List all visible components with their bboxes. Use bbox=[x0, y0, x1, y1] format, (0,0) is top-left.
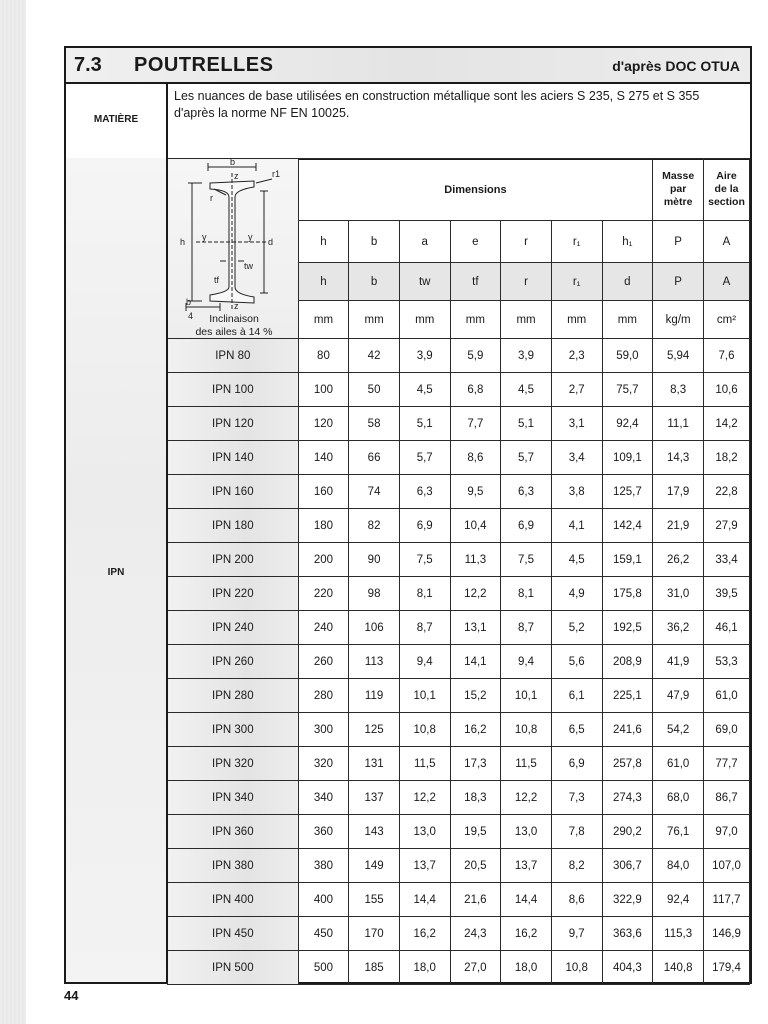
table-cell: 117,7 bbox=[704, 883, 750, 917]
dimensions-header: Dimensions bbox=[298, 159, 653, 221]
table-cell: 8,7 bbox=[501, 611, 552, 645]
table-cell: 53,3 bbox=[704, 645, 750, 679]
table-cell: 363,6 bbox=[602, 917, 653, 951]
table-cell: 10,4 bbox=[450, 509, 501, 543]
table-cell: 11,3 bbox=[450, 543, 501, 577]
table-cell: 170 bbox=[349, 917, 400, 951]
symbol-header-1: e bbox=[450, 221, 501, 263]
table-cell: 59,0 bbox=[602, 339, 653, 373]
table-cell: 240 bbox=[298, 611, 349, 645]
table-cell: 107,0 bbox=[704, 849, 750, 883]
table-cell: 13,0 bbox=[399, 815, 450, 849]
diagram-label-r: r bbox=[210, 193, 213, 203]
profile-name-cell: IPN 180 bbox=[168, 509, 299, 543]
table-cell: 8,3 bbox=[653, 373, 704, 407]
profile-name-cell: IPN 280 bbox=[168, 679, 299, 713]
table-row bbox=[168, 951, 750, 985]
table-cell: 5,6 bbox=[551, 645, 602, 679]
table-cell: 42 bbox=[349, 339, 400, 373]
label-column-separator bbox=[166, 158, 168, 982]
table-cell: 27,9 bbox=[704, 509, 750, 543]
table-cell: 16,2 bbox=[501, 917, 552, 951]
table-cell: 320 bbox=[298, 747, 349, 781]
table-cell: 9,4 bbox=[399, 645, 450, 679]
symbol-header-1: h bbox=[298, 221, 349, 263]
profile-name-cell: IPN 80 bbox=[168, 339, 299, 373]
table-cell: 179,4 bbox=[704, 951, 750, 985]
table-cell: 5,9 bbox=[450, 339, 501, 373]
table-row bbox=[168, 645, 750, 679]
profile-name-cell: IPN 340 bbox=[168, 781, 299, 815]
table-cell: 125,7 bbox=[602, 475, 653, 509]
diagram-caption-line2: des ailes à 14 % bbox=[195, 326, 273, 338]
table-row bbox=[168, 815, 750, 849]
profile-name-cell: IPN 450 bbox=[168, 917, 299, 951]
table-cell: 146,9 bbox=[704, 917, 750, 951]
symbol-header-1: b bbox=[349, 221, 400, 263]
table-cell: 13,0 bbox=[501, 815, 552, 849]
profile-name-cell: IPN 300 bbox=[168, 713, 299, 747]
table-cell: 9,5 bbox=[450, 475, 501, 509]
table-cell: 10,1 bbox=[399, 679, 450, 713]
matiere-description bbox=[174, 88, 744, 122]
symbol-header-2: h bbox=[298, 263, 349, 301]
table-row bbox=[168, 747, 750, 781]
table-cell: 290,2 bbox=[602, 815, 653, 849]
matiere-separator bbox=[166, 82, 168, 158]
table-row bbox=[168, 611, 750, 645]
table-cell: 260 bbox=[298, 645, 349, 679]
table-cell: 13,7 bbox=[501, 849, 552, 883]
table-cell: 47,9 bbox=[653, 679, 704, 713]
table-cell: 225,1 bbox=[602, 679, 653, 713]
table-row bbox=[168, 781, 750, 815]
table-cell: 12,2 bbox=[399, 781, 450, 815]
unit-header: mm bbox=[349, 301, 400, 339]
table-cell: 7,5 bbox=[501, 543, 552, 577]
aire-header bbox=[704, 159, 750, 221]
table-cell: 155 bbox=[349, 883, 400, 917]
table-cell: 12,2 bbox=[450, 577, 501, 611]
title-bar bbox=[66, 48, 750, 84]
table-cell: 50 bbox=[349, 373, 400, 407]
unit-header: mm bbox=[602, 301, 653, 339]
table-cell: 109,1 bbox=[602, 441, 653, 475]
table-cell: 2,3 bbox=[551, 339, 602, 373]
table-cell: 360 bbox=[298, 815, 349, 849]
unit-header: mm bbox=[551, 301, 602, 339]
table-cell: 143 bbox=[349, 815, 400, 849]
profile-name-cell: IPN 220 bbox=[168, 577, 299, 611]
table-cell: 9,7 bbox=[551, 917, 602, 951]
table-cell: 119 bbox=[349, 679, 400, 713]
table-cell: 6,3 bbox=[399, 475, 450, 509]
table-cell: 208,9 bbox=[602, 645, 653, 679]
table-cell: 120 bbox=[298, 407, 349, 441]
diagram-caption-line1: Inclinaison bbox=[209, 313, 259, 325]
profile-name-cell: IPN 320 bbox=[168, 747, 299, 781]
ipn-label: IPN bbox=[107, 567, 125, 578]
symbol-header-2: P bbox=[653, 263, 704, 301]
table-cell: 6,9 bbox=[551, 747, 602, 781]
table-cell: 6,1 bbox=[551, 679, 602, 713]
table-cell: 75,7 bbox=[602, 373, 653, 407]
table-cell: 6,3 bbox=[501, 475, 552, 509]
table-cell: 113 bbox=[349, 645, 400, 679]
unit-header: cm² bbox=[704, 301, 750, 339]
table-cell: 10,1 bbox=[501, 679, 552, 713]
symbol-header-2: d bbox=[602, 263, 653, 301]
table-cell: 7,8 bbox=[551, 815, 602, 849]
table-cell: 5,7 bbox=[501, 441, 552, 475]
ipn-dimensions-table bbox=[167, 158, 750, 985]
table-row bbox=[168, 509, 750, 543]
table-cell: 6,9 bbox=[399, 509, 450, 543]
table-cell: 8,7 bbox=[399, 611, 450, 645]
table-cell: 5,7 bbox=[399, 441, 450, 475]
table-cell: 10,8 bbox=[501, 713, 552, 747]
table-cell: 159,1 bbox=[602, 543, 653, 577]
table-cell: 3,8 bbox=[551, 475, 602, 509]
table-cell: 404,3 bbox=[602, 951, 653, 985]
table-cell: 19,5 bbox=[450, 815, 501, 849]
table-cell: 7,6 bbox=[704, 339, 750, 373]
diagram-label-four: 4 bbox=[188, 311, 194, 321]
header-row-titles bbox=[168, 159, 750, 221]
table-cell: 12,2 bbox=[501, 781, 552, 815]
masse-header-line3: mètre bbox=[663, 196, 693, 208]
symbol-header-1: a bbox=[399, 221, 450, 263]
table-cell: 76,1 bbox=[653, 815, 704, 849]
profile-name-cell: IPN 380 bbox=[168, 849, 299, 883]
table-cell: 306,7 bbox=[602, 849, 653, 883]
table-cell: 125 bbox=[349, 713, 400, 747]
table-cell: 2,7 bbox=[551, 373, 602, 407]
table-cell: 14,1 bbox=[450, 645, 501, 679]
table-cell: 54,2 bbox=[653, 713, 704, 747]
table-cell: 18,0 bbox=[399, 951, 450, 985]
table-cell: 14,4 bbox=[501, 883, 552, 917]
diagram-label-b-quarter: b bbox=[186, 297, 192, 307]
table-cell: 13,7 bbox=[399, 849, 450, 883]
table-cell: 3,9 bbox=[399, 339, 450, 373]
table-cell: 33,4 bbox=[704, 543, 750, 577]
diagram-label-y-left: y bbox=[202, 232, 207, 242]
table-cell: 92,4 bbox=[602, 407, 653, 441]
table-cell: 322,9 bbox=[602, 883, 653, 917]
table-cell: 4,5 bbox=[399, 373, 450, 407]
diagram-label-z-top: z bbox=[234, 171, 239, 181]
symbol-header-1: r bbox=[501, 221, 552, 263]
diagram-label-b: b bbox=[230, 159, 236, 167]
symbol-header-2: tf bbox=[450, 263, 501, 301]
table-cell: 4,9 bbox=[551, 577, 602, 611]
table-cell: 140,8 bbox=[653, 951, 704, 985]
table-cell: 9,4 bbox=[501, 645, 552, 679]
table-cell: 16,2 bbox=[399, 917, 450, 951]
table-cell: 340 bbox=[298, 781, 349, 815]
matiere-text-line2: d'après la norme NF EN 10025. bbox=[174, 106, 350, 120]
aire-header-line3: section bbox=[708, 196, 745, 208]
symbol-header-2: r bbox=[501, 263, 552, 301]
table-cell: 97,0 bbox=[704, 815, 750, 849]
table-cell: 185 bbox=[349, 951, 400, 985]
table-cell: 8,6 bbox=[551, 883, 602, 917]
table-cell: 7,7 bbox=[450, 407, 501, 441]
profile-name-cell: IPN 100 bbox=[168, 373, 299, 407]
table-cell: 3,4 bbox=[551, 441, 602, 475]
ipn-profile-diagram bbox=[168, 159, 299, 339]
table-cell: 115,3 bbox=[653, 917, 704, 951]
table-cell: 175,8 bbox=[602, 577, 653, 611]
table-cell: 69,0 bbox=[704, 713, 750, 747]
table-cell: 14,2 bbox=[704, 407, 750, 441]
aire-header-line1: Aire bbox=[716, 170, 737, 182]
matiere-label: MATIÈRE bbox=[93, 114, 139, 125]
diagram-caption bbox=[168, 313, 298, 339]
table-cell: 17,3 bbox=[450, 747, 501, 781]
table-cell: 106 bbox=[349, 611, 400, 645]
table-cell: 5,94 bbox=[653, 339, 704, 373]
table-cell: 140 bbox=[298, 441, 349, 475]
table-cell: 13,1 bbox=[450, 611, 501, 645]
table-row bbox=[168, 679, 750, 713]
table-cell: 5,2 bbox=[551, 611, 602, 645]
table-cell: 10,6 bbox=[704, 373, 750, 407]
table-row bbox=[168, 475, 750, 509]
table-cell: 380 bbox=[298, 849, 349, 883]
table-row bbox=[168, 441, 750, 475]
table-cell: 26,2 bbox=[653, 543, 704, 577]
table-cell: 77,7 bbox=[704, 747, 750, 781]
table-cell: 98 bbox=[349, 577, 400, 611]
table-cell: 6,5 bbox=[551, 713, 602, 747]
table-cell: 10,8 bbox=[399, 713, 450, 747]
table-row bbox=[168, 543, 750, 577]
profile-name-cell: IPN 200 bbox=[168, 543, 299, 577]
table-cell: 36,2 bbox=[653, 611, 704, 645]
unit-header: mm bbox=[501, 301, 552, 339]
table-cell: 300 bbox=[298, 713, 349, 747]
table-cell: 8,1 bbox=[399, 577, 450, 611]
table-cell: 3,9 bbox=[501, 339, 552, 373]
table-cell: 200 bbox=[298, 543, 349, 577]
profile-name-cell: IPN 260 bbox=[168, 645, 299, 679]
table-cell: 14,4 bbox=[399, 883, 450, 917]
symbol-header-2: b bbox=[349, 263, 400, 301]
table-cell: 82 bbox=[349, 509, 400, 543]
profile-name-cell: IPN 500 bbox=[168, 951, 299, 985]
table-cell: 8,6 bbox=[450, 441, 501, 475]
table-cell: 8,2 bbox=[551, 849, 602, 883]
profile-name-cell: IPN 160 bbox=[168, 475, 299, 509]
symbol-header-2: A bbox=[704, 263, 750, 301]
table-cell: 137 bbox=[349, 781, 400, 815]
table-cell: 22,8 bbox=[704, 475, 750, 509]
table-cell: 11,5 bbox=[501, 747, 552, 781]
table-cell: 14,3 bbox=[653, 441, 704, 475]
table-cell: 100 bbox=[298, 373, 349, 407]
table-cell: 84,0 bbox=[653, 849, 704, 883]
table-cell: 66 bbox=[349, 441, 400, 475]
table-cell: 61,0 bbox=[704, 679, 750, 713]
table-cell: 142,4 bbox=[602, 509, 653, 543]
table-row bbox=[168, 407, 750, 441]
diagram-label-h: h bbox=[180, 237, 186, 247]
symbol-header-1: r₁ bbox=[551, 221, 602, 263]
matiere-text-line1: Les nuances de base utilisées en construction métallique sont les aciers S 235, S 275 et S 355 bbox=[174, 89, 700, 103]
table-row bbox=[168, 373, 750, 407]
profile-name-cell: IPN 140 bbox=[168, 441, 299, 475]
symbol-header-2: tw bbox=[399, 263, 450, 301]
table-cell: 257,8 bbox=[602, 747, 653, 781]
masse-header-line2: par bbox=[669, 183, 687, 195]
table-cell: 180 bbox=[298, 509, 349, 543]
table-cell: 16,2 bbox=[450, 713, 501, 747]
masse-header-line1: Masse bbox=[662, 170, 695, 182]
table-row bbox=[168, 883, 750, 917]
table-row bbox=[168, 339, 750, 373]
table-cell: 4,5 bbox=[551, 543, 602, 577]
diagram-label-y-right: y bbox=[248, 232, 253, 242]
profile-name-cell: IPN 240 bbox=[168, 611, 299, 645]
table-cell: 92,4 bbox=[653, 883, 704, 917]
poutrelles-frame bbox=[64, 46, 752, 984]
table-cell: 10,8 bbox=[551, 951, 602, 985]
table-cell: 41,9 bbox=[653, 645, 704, 679]
table-cell: 18,2 bbox=[704, 441, 750, 475]
symbol-header-1: P bbox=[653, 221, 704, 263]
profile-name-cell: IPN 360 bbox=[168, 815, 299, 849]
table-row bbox=[168, 577, 750, 611]
table-cell: 39,5 bbox=[704, 577, 750, 611]
masse-header bbox=[653, 159, 704, 221]
unit-header: kg/m bbox=[653, 301, 704, 339]
table-cell: 274,3 bbox=[602, 781, 653, 815]
table-row bbox=[168, 713, 750, 747]
table-cell: 80 bbox=[298, 339, 349, 373]
table-cell: 8,1 bbox=[501, 577, 552, 611]
table-cell: 5,1 bbox=[501, 407, 552, 441]
table-cell: 27,0 bbox=[450, 951, 501, 985]
table-cell: 90 bbox=[349, 543, 400, 577]
table-cell: 21,6 bbox=[450, 883, 501, 917]
table-cell: 192,5 bbox=[602, 611, 653, 645]
table-cell: 74 bbox=[349, 475, 400, 509]
diagram-label-r1: r1 bbox=[272, 169, 281, 179]
table-cell: 68,0 bbox=[653, 781, 704, 815]
table-cell: 280 bbox=[298, 679, 349, 713]
table-cell: 21,9 bbox=[653, 509, 704, 543]
table-cell: 18,0 bbox=[501, 951, 552, 985]
section-title: POUTRELLES bbox=[134, 54, 274, 76]
diagram-label-tw: tw bbox=[244, 261, 253, 271]
diagram-label-tf: tf bbox=[214, 275, 220, 285]
unit-header: mm bbox=[298, 301, 349, 339]
table-row bbox=[168, 917, 750, 951]
table-cell: 7,5 bbox=[399, 543, 450, 577]
table-cell: 15,2 bbox=[450, 679, 501, 713]
table-cell: 160 bbox=[298, 475, 349, 509]
table-cell: 5,1 bbox=[399, 407, 450, 441]
table-cell: 6,8 bbox=[450, 373, 501, 407]
table-cell: 58 bbox=[349, 407, 400, 441]
table-cell: 17,9 bbox=[653, 475, 704, 509]
unit-header: mm bbox=[450, 301, 501, 339]
source-reference: d'après DOC OTUA bbox=[612, 58, 740, 74]
table-cell: 149 bbox=[349, 849, 400, 883]
diagram-label-z-bottom: z bbox=[234, 301, 239, 311]
table-cell: 86,7 bbox=[704, 781, 750, 815]
profile-name-cell: IPN 120 bbox=[168, 407, 299, 441]
section-number: 7.3 bbox=[74, 54, 102, 76]
table-cell: 18,3 bbox=[450, 781, 501, 815]
aire-header-line2: de la bbox=[714, 183, 739, 195]
table-cell: 400 bbox=[298, 883, 349, 917]
ipn-section-drawing bbox=[168, 159, 298, 339]
matiere-row bbox=[66, 82, 750, 160]
table-cell: 4,1 bbox=[551, 509, 602, 543]
table-cell: 500 bbox=[298, 951, 349, 985]
table-cell: 11,5 bbox=[399, 747, 450, 781]
symbol-header-1: A bbox=[704, 221, 750, 263]
table-cell: 46,1 bbox=[704, 611, 750, 645]
table-cell: 20,5 bbox=[450, 849, 501, 883]
diagram-label-d: d bbox=[268, 237, 274, 247]
table-cell: 31,0 bbox=[653, 577, 704, 611]
page-binding-edge bbox=[0, 0, 26, 1024]
table-cell: 7,3 bbox=[551, 781, 602, 815]
table-cell: 61,0 bbox=[653, 747, 704, 781]
table-cell: 220 bbox=[298, 577, 349, 611]
table-cell: 4,5 bbox=[501, 373, 552, 407]
unit-header: mm bbox=[399, 301, 450, 339]
table-cell: 3,1 bbox=[551, 407, 602, 441]
table-cell: 241,6 bbox=[602, 713, 653, 747]
profile-name-cell: IPN 400 bbox=[168, 883, 299, 917]
table-cell: 131 bbox=[349, 747, 400, 781]
table-cell: 450 bbox=[298, 917, 349, 951]
table-cell: 11,1 bbox=[653, 407, 704, 441]
symbol-header-2: r₁ bbox=[551, 263, 602, 301]
symbol-header-1: h₁ bbox=[602, 221, 653, 263]
page-number: 44 bbox=[64, 988, 79, 1003]
table-row bbox=[168, 849, 750, 883]
table-cell: 6,9 bbox=[501, 509, 552, 543]
table-cell: 24,3 bbox=[450, 917, 501, 951]
